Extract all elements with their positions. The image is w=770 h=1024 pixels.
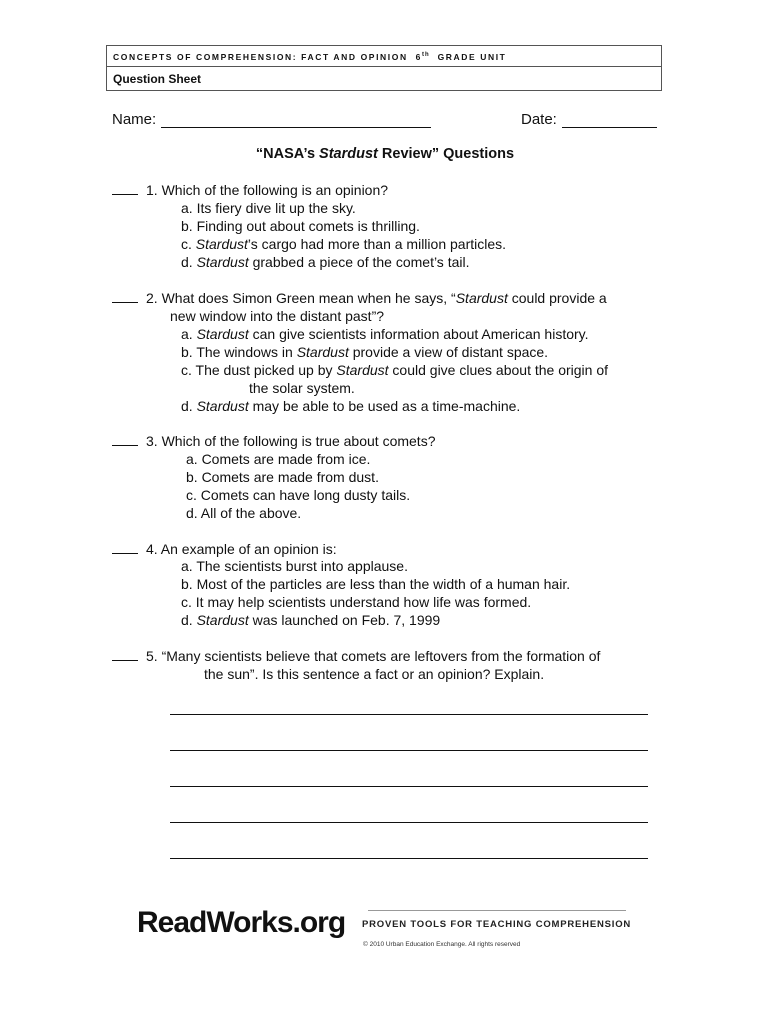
option: a. Comets are made from ice. [186,451,371,467]
answer-line[interactable] [170,822,648,823]
readworks-logo: ReadWorks.org [137,906,346,939]
question-4: 4. An example of an opinion is: [112,540,337,558]
answer-blank[interactable] [112,541,138,554]
option: d. Stardust grabbed a piece of the comet’s tail. [181,254,470,270]
answer-blank[interactable] [112,648,138,661]
answer-line[interactable] [170,714,648,715]
answer-line[interactable] [170,858,648,859]
option-continuation: the solar system. [249,380,355,396]
answer-line[interactable] [170,750,648,751]
question-2: 2. What does Simon Green mean when he says, “Stardust could provide a [112,289,607,307]
answer-blank[interactable] [112,433,138,446]
option: b. Comets are made from dust. [186,469,379,485]
question-3: 3. Which of the following is true about comets? [112,432,435,450]
answer-line[interactable] [170,786,648,787]
copyright-notice: © 2010 Urban Education Exchange. All rights reserved [363,941,521,948]
question-2-line2: new window into the distant past”? [170,308,385,324]
footer-tagline: PROVEN TOOLS FOR TEACHING COMPREHENSION [362,919,632,930]
question-5: 5. “Many scientists believe that comets are leftovers from the formation of [112,647,600,665]
footer-divider [368,910,626,911]
page-title: “NASA’s Stardust Review” Questions [255,146,515,162]
option: c. It may help scientists understand how life was formed. [181,594,532,610]
option: b. The windows in Stardust provide a view of distant space. [181,344,549,360]
question-1: 1. Which of the following is an opinion? [112,181,388,199]
option: d. Stardust was launched on Feb. 7, 1999 [181,612,441,628]
option: a. Its fiery dive lit up the sky. [181,200,356,216]
option: b. Finding out about comets is thrilling. [181,218,420,234]
date-field[interactable] [562,127,657,128]
name-field[interactable] [161,127,431,128]
option: a. The scientists burst into applause. [181,558,408,574]
date-label: Date: [521,111,557,128]
answer-blank[interactable] [112,182,138,195]
option: a. Stardust can give scientists information about American history. [181,326,589,342]
sheet-label: Question Sheet [113,72,202,86]
question-5-line2: the sun”. Is this sentence a fact or an opinion? Explain. [204,666,545,682]
name-label: Name: [112,111,157,128]
unit-title: CONCEPTS OF COMPREHENSION: FACT AND OPINION 6th GRADE UNIT [113,52,507,62]
answer-blank[interactable] [112,290,138,303]
option: d. All of the above. [186,505,302,521]
option: b. Most of the particles are less than the width of a human hair. [181,576,571,592]
option: d. Stardust may be able to be used as a time-machine. [181,398,521,414]
option: c. Comets can have long dusty tails. [186,487,411,503]
option: c. The dust picked up by Stardust could give clues about the origin of [181,362,609,378]
option: c. Stardust’s cargo had more than a million particles. [181,236,507,252]
